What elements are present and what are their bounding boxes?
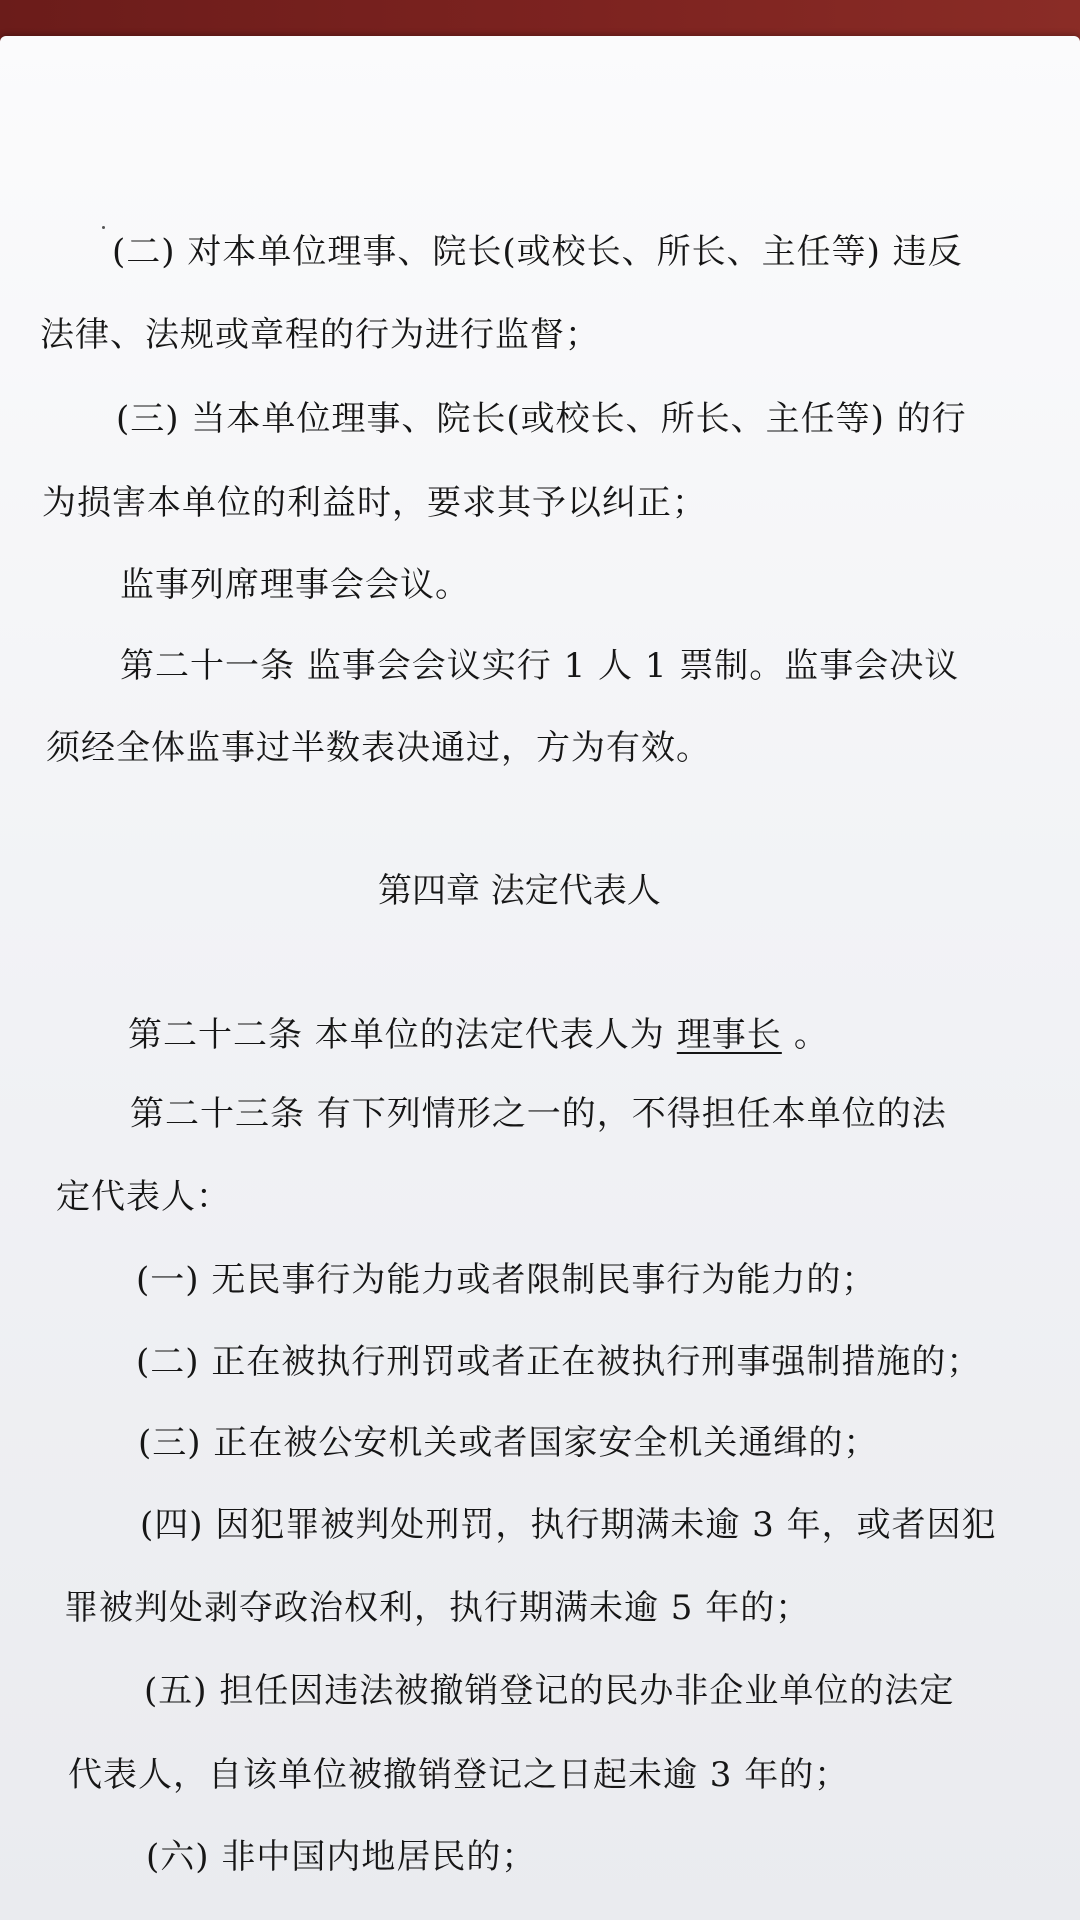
text-line: 法律、法规或章程的行为进行监督； xyxy=(40,315,600,355)
list-item: (五) 担任因违法被撤销登记的民办非企业单位的法定 xyxy=(144,1671,955,1711)
chapter-title: 第四章 法定代表人 xyxy=(378,871,661,911)
legal-representative-value: 理事长 xyxy=(676,1015,782,1055)
article-22-prefix: 第二十二条 本单位的法定代表人为 xyxy=(128,1015,665,1055)
article-22-line xyxy=(128,1013,829,1057)
list-item: (四) 因犯罪被判处刑罚，执行期满未逾 3 年，或者因犯 xyxy=(140,1505,997,1545)
article-23-line: 第二十三条 有下列情形之一的，不得担任本单位的法 xyxy=(130,1094,947,1134)
article-22-suffix: 。 xyxy=(793,1015,829,1055)
list-item: (二) 正在被执行刑罚或者正在被执行刑事强制措施的； xyxy=(136,1342,982,1382)
text-line: 代表人，自该单位被撤销登记之日起未逾 3 年的； xyxy=(68,1755,850,1795)
text-line: 罪被判处剥夺政治权利，执行期满未逾 5 年的； xyxy=(64,1588,811,1628)
text-line: 监事列席理事会会议。 xyxy=(120,565,470,605)
list-item: (一) 无民事行为能力或者限制民事行为能力的； xyxy=(136,1260,877,1300)
text-line: 须经全体监事过半数表决通过，方为有效。 xyxy=(46,728,711,768)
list-item: (三) 正在被公安机关或者国家安全机关通缉的； xyxy=(138,1423,879,1463)
article-21-line: 第二十一条 监事会会议实行 1 人 1 票制。监事会决议 xyxy=(120,646,960,686)
document-page xyxy=(0,36,1080,1920)
paper-speck xyxy=(102,226,105,229)
text-line: 定代表人： xyxy=(56,1177,231,1217)
list-item: (六) 非中国内地居民的； xyxy=(146,1837,537,1877)
text-line: (三) 当本单位理事、院长(或校长、所长、主任等) 的行 xyxy=(116,399,967,439)
text-line: (二) 对本单位理事、院长(或校长、所长、主任等) 违反 xyxy=(112,232,963,272)
text-line: 为损害本单位的利益时，要求其予以纠正； xyxy=(42,483,707,523)
